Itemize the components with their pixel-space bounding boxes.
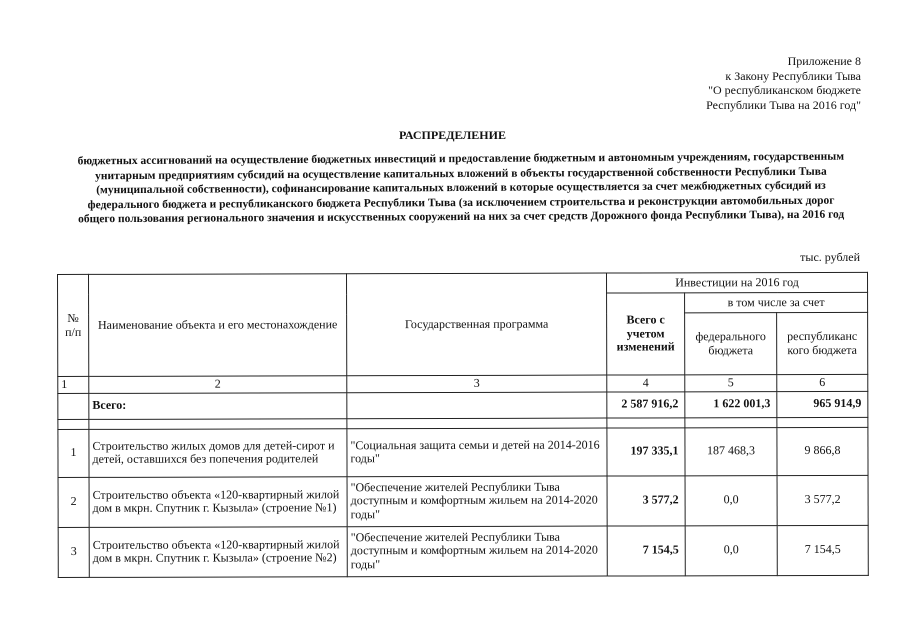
row-num: 1 bbox=[58, 429, 89, 477]
header-total: Всего с учетом изменений bbox=[607, 293, 685, 375]
row-name: Строительство объекта «120-квартирный жилой дом в мкрн. Спутник г. Кызыла» (строение №2) bbox=[89, 526, 347, 577]
document-subtitle: бюджетных ассигнований на осуществление бюджетных инвестиций и предоставление бюджетным и автономным учреждениям, государственным унитарным предприятиям субсидий на осуществление капитальных вложений в объекты государственной собственности Республики Тыва (муниципальной собственности), софинансирование капитальных вложений в которые осуществляется за счет межбюджетных субсидий из федерального бюджета и республиканского бюджета Республики Тыва (за исключением строительства и реконструкции автомобильных дорог общего пользования регионального значения и искусственных сооружений на них за счет средств Дорожного фонда Республики Тыва), на 2016 год bbox=[77, 150, 845, 226]
row-republic: 7 154,5 bbox=[777, 525, 868, 575]
row-name: Строительство жилых домов для детей-сирот и детей, оставшихся без попечения родителей bbox=[89, 428, 347, 477]
total-row bbox=[58, 391, 868, 419]
header-federal: федерального бюджета bbox=[685, 313, 777, 375]
row-total: 3 577,2 bbox=[607, 475, 685, 525]
header-republic: республиканс кого бюджета bbox=[777, 312, 868, 374]
row-program: "Обеспечение жителей Республики Тыва доступным и комфортным жильем на 2014-2020 годы" bbox=[347, 476, 607, 527]
row-program: "Социальная защита семьи и детей на 2014-2016 годы" bbox=[347, 428, 607, 477]
row-republic: 3 577,2 bbox=[777, 475, 868, 525]
row-federal: 0,0 bbox=[685, 475, 777, 525]
col-number-2: 2 bbox=[89, 376, 347, 393]
row-name: Строительство объекта «120-квартирный жилой дом в мкрн. Спутник г. Кызыла» (строение №1) bbox=[89, 476, 347, 527]
col-number-1: 1 bbox=[58, 376, 89, 393]
row-federal: 0,0 bbox=[685, 525, 777, 575]
row-total: 7 154,5 bbox=[607, 525, 685, 575]
row-total: 197 335,1 bbox=[607, 427, 685, 475]
total-republic: 965 914,9 bbox=[777, 391, 868, 417]
col-number-6: 6 bbox=[777, 374, 868, 391]
annex-line-3: "О республиканском бюджете bbox=[708, 83, 861, 97]
total-federal: 1 622 001,3 bbox=[685, 391, 777, 417]
col-number-3: 3 bbox=[347, 375, 607, 392]
header-program: Государственная программа bbox=[347, 273, 607, 376]
row-republic: 9 866,8 bbox=[777, 427, 868, 475]
table-row bbox=[58, 427, 868, 477]
table-row bbox=[58, 475, 868, 527]
total-value: 2 587 916,2 bbox=[607, 391, 685, 417]
row-program: "Обеспечение жителей Республики Тыва доступным и комфортным жильем на 2014-2020 годы" bbox=[347, 526, 607, 577]
col-number-5: 5 bbox=[685, 375, 777, 392]
annex-line-2: к Закону Республики Тыва bbox=[725, 68, 861, 83]
row-federal: 187 468,3 bbox=[685, 427, 777, 475]
header-num: № п/п bbox=[58, 274, 89, 376]
header-including: в том числе за счет bbox=[685, 292, 868, 312]
total-label: Всего: bbox=[89, 392, 347, 419]
row-num: 3 bbox=[58, 527, 89, 577]
header-name: Наименование объекта и его местонахождение bbox=[89, 274, 347, 377]
col-number-4: 4 bbox=[607, 375, 685, 392]
document-title: РАСПРЕДЕЛЕНИЕ bbox=[399, 128, 506, 142]
row-num: 2 bbox=[58, 477, 89, 527]
annex-block bbox=[706, 54, 861, 112]
annex-line-4: Республики Тыва на 2016 год" bbox=[706, 97, 861, 112]
annex-line-1: Приложение 8 bbox=[787, 54, 861, 68]
units-label: тыс. рублей bbox=[800, 250, 860, 264]
total-program-cell bbox=[347, 392, 607, 419]
header-investments: Инвестиции на 2016 год bbox=[606, 272, 867, 293]
table-row bbox=[58, 525, 868, 577]
investment-table bbox=[57, 272, 869, 578]
total-num-cell bbox=[58, 393, 89, 419]
